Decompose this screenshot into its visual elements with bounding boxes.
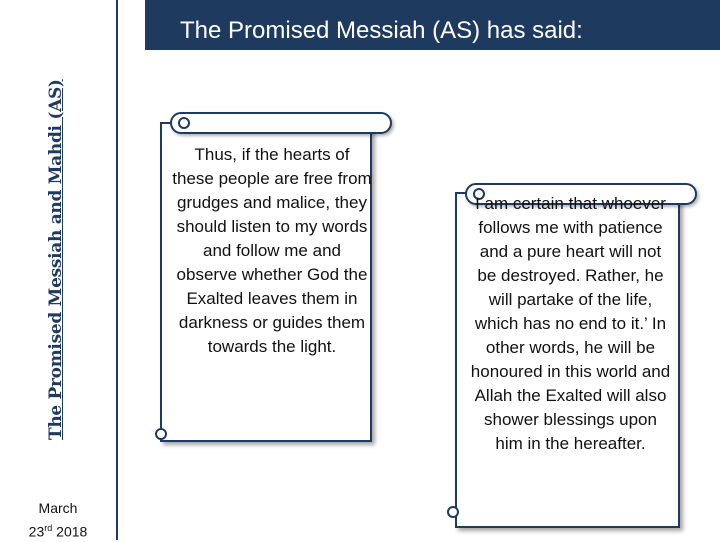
sidebar — [0, 0, 118, 540]
scroll-curl-top-1 — [178, 117, 190, 129]
slide-date — [0, 498, 116, 542]
page-title: The Promised Messiah (AS) has said: — [145, 0, 720, 50]
scroll-curl-bottom-1 — [155, 428, 167, 440]
date-suffix: rd — [44, 523, 53, 533]
scroll-top-roll-1 — [170, 112, 392, 134]
date-day: 23 — [28, 523, 45, 540]
scroll-curl-bottom-2 — [447, 506, 459, 518]
quote-text-1: Thus, if the hearts of these people are free from grudges and malice, they should listen to my words and follow me and observe whether God the Exalted leaves them in darkness or guides them towards the light. — [172, 145, 372, 356]
date-year: 2018 — [56, 523, 88, 540]
quote-text-2: I am certain that whoever follows me with patience and a pure heart will not be destroyed. Rather, he will partake of the life, which has no end to it.’ In other words, he will be honoured in this world and Allah the Exalted will also shower blessings upon him in the hereafter. — [470, 194, 671, 453]
date-day-year — [0, 518, 116, 542]
vertical-title: The Promised Messiah and Mahdi (AS) — [46, 79, 66, 440]
date-month: March — [38, 500, 78, 516]
